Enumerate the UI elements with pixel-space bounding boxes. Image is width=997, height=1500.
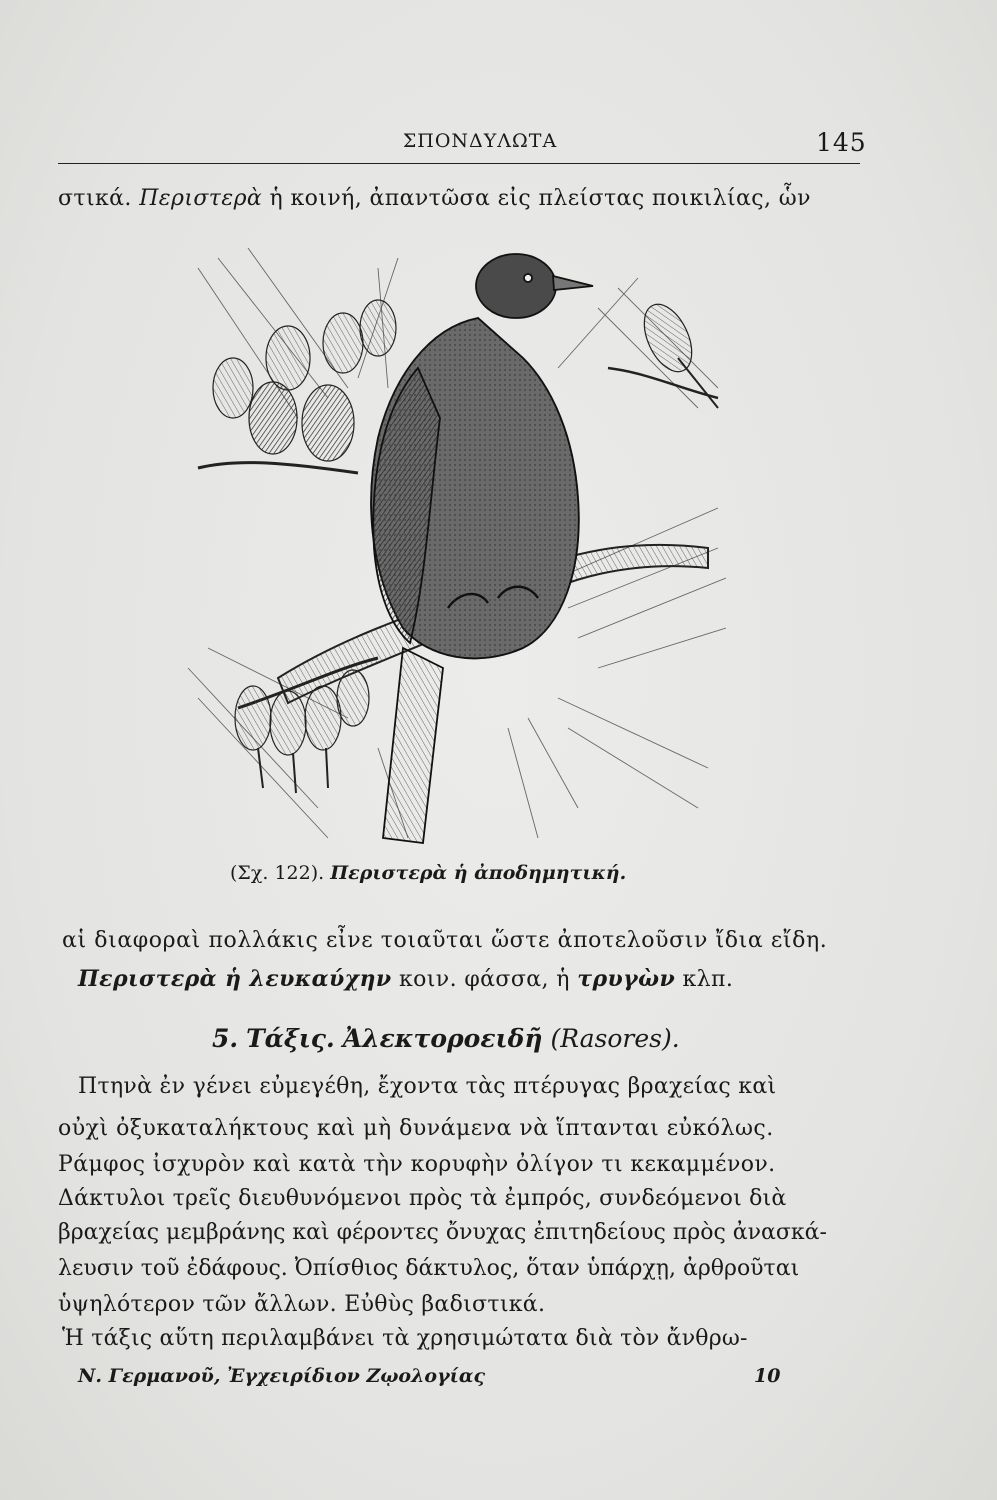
section-heading [212,1024,680,1053]
page-number: 145 [816,128,867,157]
section-name: Ἀλεκτοροειδῆ [342,1024,543,1053]
footer-author-title: Ν. Γερμανοῦ, Ἐγχειρίδιον Ζῳολογίας [78,1365,486,1387]
paragraph-line [78,968,733,991]
section-label: Τάξις. [246,1024,335,1053]
paragraph-text: κλπ. [675,967,734,992]
body-line: Δάκτυλοι τρεῖς διευθυνόμενοι πρὸς τὰ ἐμπρός, συνδεόμενοι διὰ [58,1186,787,1211]
body-line: ὑψηλότερον τῶν ἄλλων. Εὐθὺς βαδιστικά. [58,1292,546,1317]
running-head: ΣΠΟΝΔΥΛΩΤΑ [402,130,558,152]
top-line-italic: Περιστερὰ [139,186,263,211]
body-line: λευσιν τοῦ ἐδάφους. Ὀπίσθιος δάκτυλος, ὅταν ὑπάρχῃ, ἀρθροῦται [58,1256,800,1281]
paragraph-line: αἱ διαφοραὶ πολλάκις εἶνε τοιαῦται ὥστε ἀποτελοῦσιν ἴδια εἴδη. [62,928,828,953]
footer-signature: 10 [754,1365,781,1387]
section-number: 5. [212,1024,239,1053]
figure-caption [230,862,626,884]
species-name: Περιστερὰ ἡ λευκαύχην [78,966,392,992]
pigeon-engraving-illustration [178,248,726,850]
caption-title: Περιστερὰ ἡ ἀποδημητική. [330,862,627,884]
body-line: βραχείας μεμβράνης καὶ φέροντες ὄνυχας ἐπιτηδείους πρὸς ἀνασκά- [58,1220,827,1245]
body-line: Ἡ τάξις αὕτη περιλαμβάνει τὰ χρησιμώτατα διὰ τὸν ἄνθρω- [62,1326,748,1351]
body-line: οὐχὶ ὀξυκαταλήκτους καὶ μὴ δυνάμενα νὰ ἵπτανται εὐκόλως. [58,1116,774,1141]
top-text-line [58,188,811,210]
species-name: τρυγὼν [577,966,676,992]
paragraph-text: κοιν. φάσσα, ἡ [391,967,578,992]
section-latin-name: (Rasores). [550,1024,680,1053]
caption-number: (Σχ. 122). [230,862,325,884]
top-line-lead: στικά. [58,186,140,211]
body-line: Ράμφος ἰσχυρὸν καὶ κατὰ τὴν κορυφὴν ὀλίγον τι κεκαμμένον. [58,1152,776,1177]
body-line: Πτηνὰ ἐν γένει εὐμεγέθη, ἔχοντα τὰς πτέρυγας βραχείας καὶ [78,1074,777,1099]
top-line-rest: ἡ κοινή, ἀπαντῶσα εἰς πλείστας ποικιλίας, ὧν [262,186,811,211]
header-rule [58,163,860,164]
